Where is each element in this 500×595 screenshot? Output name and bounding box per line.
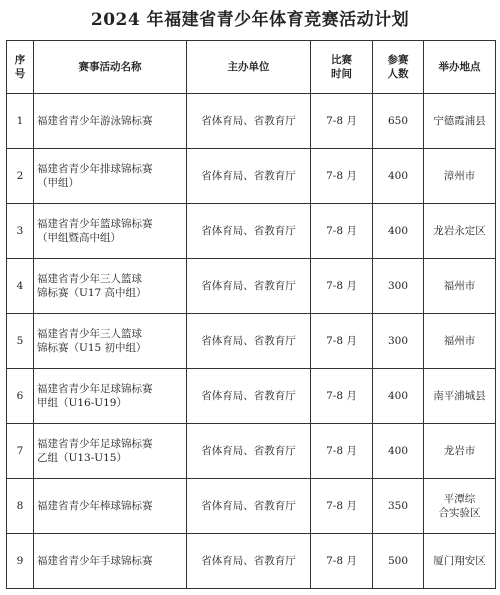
cell-event-name: 福建省青少年游泳锦标赛 — [34, 94, 187, 149]
cell-event-name: 福建省青少年篮球锦标赛 （甲组暨高中组） — [34, 204, 187, 259]
cell-participants: 350 — [373, 479, 424, 534]
table-body — [7, 94, 496, 589]
cell-location: 宁德霞浦县 — [424, 94, 496, 149]
cell-no: 7 — [7, 424, 34, 479]
cell-no: 8 — [7, 479, 34, 534]
table-header-row — [7, 41, 496, 94]
cell-time: 7-8 月 — [311, 314, 373, 369]
cell-time: 7-8 月 — [311, 259, 373, 314]
cell-organizer: 省体育局、省教育厅 — [187, 534, 311, 589]
cell-event-name: 福建省青少年排球锦标赛 （甲组） — [34, 149, 187, 204]
header-participants: 参赛 人数 — [373, 41, 424, 94]
cell-event-name: 福建省青少年三人篮球 锦标赛（U17 高中组） — [34, 259, 187, 314]
header-organizer: 主办单位 — [187, 41, 311, 94]
cell-time: 7-8 月 — [311, 149, 373, 204]
cell-no: 1 — [7, 94, 34, 149]
cell-location: 福州市 — [424, 259, 496, 314]
cell-event-name: 福建省青少年手球锦标赛 — [34, 534, 187, 589]
cell-participants: 400 — [373, 369, 424, 424]
table-row — [7, 314, 496, 369]
header-no: 序 号 — [7, 41, 34, 94]
page-title: 2024 年福建省青少年体育竞赛活动计划 — [90, 10, 410, 30]
cell-no: 5 — [7, 314, 34, 369]
cell-organizer: 省体育局、省教育厅 — [187, 94, 311, 149]
cell-no: 9 — [7, 534, 34, 589]
cell-event-name: 福建省青少年足球锦标赛 乙组（U13-U15） — [34, 424, 187, 479]
cell-participants: 300 — [373, 314, 424, 369]
cell-time: 7-8 月 — [311, 369, 373, 424]
cell-event-name: 福建省青少年足球锦标赛 甲组（U16-U19） — [34, 369, 187, 424]
table-row — [7, 424, 496, 479]
cell-location: 平潭综 合实验区 — [424, 479, 496, 534]
cell-location: 龙岩市 — [424, 424, 496, 479]
cell-time: 7-8 月 — [311, 534, 373, 589]
cell-location: 漳州市 — [424, 149, 496, 204]
cell-organizer: 省体育局、省教育厅 — [187, 479, 311, 534]
cell-organizer: 省体育局、省教育厅 — [187, 204, 311, 259]
cell-organizer: 省体育局、省教育厅 — [187, 149, 311, 204]
cell-organizer: 省体育局、省教育厅 — [187, 259, 311, 314]
table-row — [7, 369, 496, 424]
cell-time: 7-8 月 — [311, 204, 373, 259]
table-row — [7, 204, 496, 259]
cell-location: 福州市 — [424, 314, 496, 369]
cell-participants: 400 — [373, 149, 424, 204]
cell-organizer: 省体育局、省教育厅 — [187, 314, 311, 369]
cell-time: 7-8 月 — [311, 479, 373, 534]
table-row — [7, 149, 496, 204]
cell-event-name: 福建省青少年棒球锦标赛 — [34, 479, 187, 534]
cell-time: 7-8 月 — [311, 424, 373, 479]
cell-location: 厦门翔安区 — [424, 534, 496, 589]
cell-no: 2 — [7, 149, 34, 204]
header-location: 举办地点 — [424, 41, 496, 94]
cell-no: 3 — [7, 204, 34, 259]
table-row — [7, 94, 496, 149]
table-row — [7, 479, 496, 534]
competition-plan-table — [6, 40, 496, 589]
cell-no: 4 — [7, 259, 34, 314]
header-name: 赛事活动名称 — [34, 41, 187, 94]
table-row — [7, 534, 496, 589]
cell-event-name: 福建省青少年三人篮球 锦标赛（U15 初中组） — [34, 314, 187, 369]
cell-participants: 500 — [373, 534, 424, 589]
header-time: 比赛 时间 — [311, 41, 373, 94]
cell-location: 龙岩永定区 — [424, 204, 496, 259]
cell-participants: 400 — [373, 424, 424, 479]
cell-organizer: 省体育局、省教育厅 — [187, 424, 311, 479]
cell-location: 南平浦城县 — [424, 369, 496, 424]
cell-participants: 650 — [373, 94, 424, 149]
cell-organizer: 省体育局、省教育厅 — [187, 369, 311, 424]
cell-participants: 300 — [373, 259, 424, 314]
table-row — [7, 259, 496, 314]
cell-no: 6 — [7, 369, 34, 424]
cell-time: 7-8 月 — [311, 94, 373, 149]
cell-participants: 400 — [373, 204, 424, 259]
